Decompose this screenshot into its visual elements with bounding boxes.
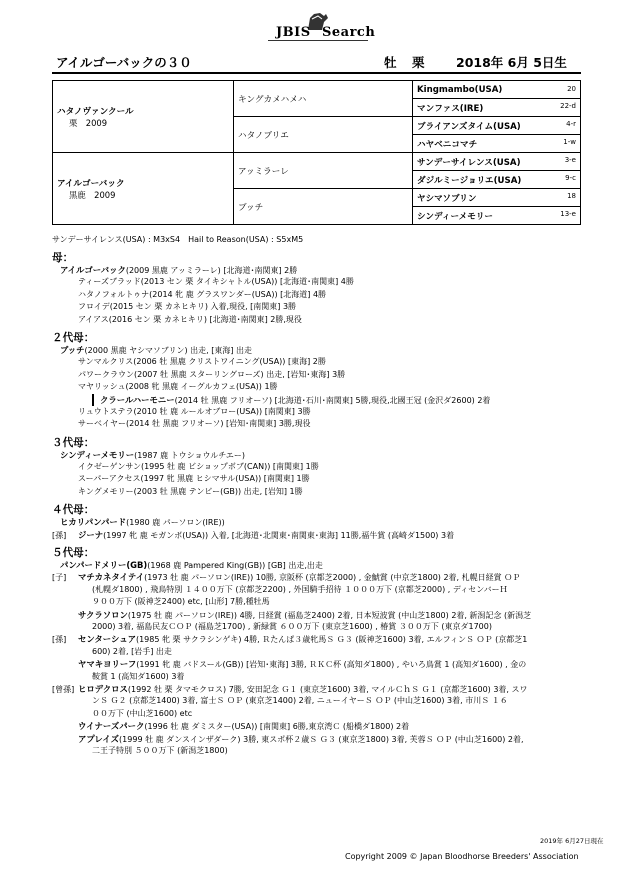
pedigree-dam-dam: ブッチ: [234, 189, 413, 225]
horse-name-bold: シンディーメモリー: [60, 449, 135, 460]
horse-record: 600) 2着, [岩手] 出走: [92, 646, 172, 656]
jbis-logo: [268, 10, 376, 44]
horse-record: (1980 鹿 パーソロン(IRE)): [126, 518, 225, 528]
pedigree-gen3: マンファス(IRE) 22-d: [413, 99, 581, 117]
horse-name-bold: パンパードメリー(GB): [60, 560, 148, 571]
family-line: [78, 473, 592, 485]
family-line: [78, 609, 592, 621]
logo-jbis-text: JBIS: [276, 25, 311, 40]
family-line: [92, 621, 592, 633]
horse-record: 2000) 3着, 福島民友ＣＯＰ (福島芝1700) , 新緑賞 ６００万下 (東京芝1600) , 椿賞 ３００万下 (東京ダ1700): [92, 621, 492, 631]
family-line: [78, 314, 592, 326]
pedigree-gen3: シンディーメモリー 13-e: [413, 207, 581, 225]
pedigree-gen3: ハヤベニコマチ 1-w: [413, 135, 581, 153]
section-header: ４代母：: [52, 504, 95, 517]
family-line: [92, 646, 592, 658]
section-header: 母：: [52, 252, 74, 264]
pedigree-dam-sire: アッミラーレ: [234, 153, 413, 189]
logo-search-text: Search: [322, 25, 376, 40]
family-line: [78, 733, 592, 745]
section-header: ５代母：: [52, 547, 95, 560]
family-line: [78, 406, 592, 418]
pedigree-sire-dam: ハタノブリエ: [234, 117, 413, 153]
horse-record: ティーズブラッド(2013 セン 栗 タイキシャトル(USA)) [北海道･南関東] 4勝: [78, 277, 354, 287]
pedigree-gen3: ヤシマソブリン 18: [413, 189, 581, 207]
horse-record: サーベイヤー(2014 牡 黒鹿 フリオーソ) [岩知･南関東] 3勝,現役: [78, 419, 311, 429]
family-line: [60, 264, 592, 276]
family-line: [60, 559, 592, 571]
family-line: [52, 683, 592, 695]
horse-record: (1968 鹿 Pampered King(GB)) [GB] 出走,出走: [147, 561, 323, 571]
relation-tag: [孫]: [52, 635, 67, 645]
horse-name-bold: アプレイズ: [78, 733, 120, 744]
family-line: [60, 516, 592, 528]
as-of-date: 2019年 6月27日現在: [540, 837, 604, 845]
horse-record: パワークラウン(2007 牡 黒鹿 スターリングローズ) 出走, [岩知･東海] 3勝: [78, 369, 346, 379]
family-line: [92, 394, 592, 406]
horse-record: (1991 牝 鹿 バドスール(GB)) [岩知･東海] 3勝, ＲＫＣ杯 (高知ダ1800) , やいろ鳥賞 1 (高知ダ1600) , 金の: [136, 660, 527, 670]
horse-record: (1992 牡 栗 タマモクロス) 7勝, 安田記念 Ｇ１ (東京芝1600) 3着, マイルＣｈＳ Ｇ１ (京都芝1600) 3着, スワ: [127, 684, 528, 694]
horse-record: (2009 黒鹿 アッミラーレ) [北海道･南関東] 2勝: [125, 266, 298, 275]
horse-record: (1985 牝 栗 サクラシンゲキ) 4勝, Ｒたんぱ３歳牝馬Ｓ Ｇ３ (阪神芝1600) 3着, エルフィンＳ ＯＰ (京都芝1: [135, 635, 528, 645]
relation-tag: [孫]: [52, 530, 67, 540]
family-line: [78, 289, 592, 301]
horse-record: リュウトステラ(2010 牡 鹿 ルールオブロー(USA)) [南関東] 3勝: [78, 406, 311, 416]
family-line: [60, 449, 592, 461]
horse-name-bold: ブッチ: [60, 344, 85, 355]
section-header: ３代母：: [52, 436, 95, 449]
family-line: [92, 695, 592, 707]
copyright: Copyright 2009 © Japan Bloodhorse Breeders' Association: [345, 852, 579, 861]
family-line: [78, 356, 592, 368]
pedigree-table: [52, 80, 581, 225]
family-line: [52, 633, 592, 645]
family-line: [78, 418, 592, 430]
pedigree-sire: ハタノヴァンクール 栗 2009: [53, 81, 234, 153]
family-line: [78, 381, 592, 393]
horse-record: 鞍賞 1 (高知ダ1600) 3着: [92, 671, 185, 681]
horse-color: 栗: [412, 55, 425, 70]
pedigree-gen3: Kingmambo(USA) 20: [413, 81, 581, 99]
horse-name-bold: クラールハーモニー: [100, 394, 175, 405]
relation-tag: [子]: [52, 573, 67, 583]
family-line: [78, 276, 592, 288]
section-header: ２代母：: [52, 331, 95, 344]
family-line: [78, 658, 592, 670]
horse-record: イクゼーゲンサン(1995 牡 鹿 ビショップボブ(CAN)) [南関東] 1勝: [78, 462, 319, 472]
inbreeding-note: サンデーサイレンス(USA) : M3xS4 Hail to Reason(USA) : S5xM5: [52, 235, 304, 244]
family-line: [78, 486, 592, 498]
horse-name-bold: センターシュア: [78, 634, 136, 645]
horse-name-bold: アイルゴーバック: [60, 265, 126, 275]
horse-record: (1997 牝 鹿 モガンボ(USA)) 入着, [北海道･北関東･南関東･東海] 11勝,福牛賞 (高崎ダ1500) 3着: [103, 530, 455, 540]
pedigree-gen3: ダジルミージョリエ(USA) 9-c: [413, 171, 581, 189]
family-sections: [52, 250, 592, 757]
family-line: [78, 461, 592, 473]
horse-sex: 牡: [384, 55, 397, 70]
horse-record: キングメモリー(2003 牡 黒鹿 テンビー(GB)) 出走, [岩知] 1勝: [78, 486, 303, 496]
family-line: [92, 745, 592, 757]
horse-name-bold: ヤマキヨリーフ: [78, 659, 137, 670]
horse-record: ００万下 (中山芝1600) etc: [92, 708, 193, 718]
family-line: [78, 369, 592, 381]
family-line: [92, 708, 592, 720]
horse-record: (2014 牡 黒鹿 フリオーソ) [北海道･石川･南関東] 5勝,現役,北國王冠 (金沢ダ2600) 2着: [174, 395, 491, 405]
horse-record: (1999 牡 鹿 ダンスインザダーク) 3勝, 東スポ杯２歳Ｓ Ｇ３ (東京芝1800) 3着, 芙蓉Ｓ ＯＰ (中山芝1600) 2着,: [119, 734, 524, 744]
horse-record: スーパーアクセス(1997 牝 黒鹿 ヒシマサル(USA)) [南関東] 1勝: [78, 474, 310, 484]
family-line: [60, 344, 592, 356]
horse-record: (1996 牡 鹿 ダミスター(USA)) [南関東] 6勝,東京湾Ｃ (船橋ダ1800) 2着: [144, 722, 410, 732]
family-line: [78, 301, 592, 313]
horse-record: (2000 黒鹿 ヤシマソブリン) 出走, [東海] 出走: [84, 345, 253, 355]
horse-record: (1987 鹿 トウショウルチエー): [134, 450, 246, 460]
horse-record: (1975 牡 鹿 パーソロン(IRE)) 4勝, 日経賞 (福島芝2400) 2着, 日本短波賞 (中山芝1800) 2着, 新潟記念 (新潟芝: [127, 610, 532, 620]
horse-record: アイアス(2016 セン 栗 カネヒキリ) [北海道･南関東] 2勝,現役: [78, 314, 302, 324]
horse-name-bold: ウイナーズパーク: [78, 721, 145, 732]
family-line: [92, 671, 592, 683]
horse-name-bold: ジーナ: [78, 529, 104, 540]
horse-name: アイルゴーバックの３０: [56, 55, 192, 70]
horse-name-bold: ヒカリパンパード: [60, 517, 127, 528]
pedigree-dam: アイルゴーバック 黒鹿 2009: [53, 153, 234, 225]
family-line: [92, 596, 592, 608]
horse-title-bar: [52, 52, 581, 74]
horse-record: (1973 牡 鹿 パーソロン(IRE)) 10勝, 京阪杯 (京都芝2000) , 金鯱賞 (中京芝1800) 2着, 札幌日経賞 ＯＰ: [144, 573, 521, 583]
pedigree-gen3: サンデーサイレンス(USA) 3-e: [413, 153, 581, 171]
horse-record: サンマルクリス(2006 牡 黒鹿 クリストワイニング(USA)) [東海] 2勝: [78, 357, 326, 367]
horse-birth: 2018年 6月 5日生: [456, 55, 567, 70]
relation-tag: [曾孫]: [52, 684, 75, 694]
horse-record: ９００万下 (阪神芝2400) etc, [山形] 7勝,種牡馬: [92, 597, 270, 607]
horse-name-bold: マチカネタイテイ: [78, 572, 145, 583]
pedigree-sire-sire: キングカメハメハ: [234, 81, 413, 117]
horse-record: ンＳ Ｇ２ (京都芝1400) 3着, 富士Ｓ ＯＰ (東京芝1400) 2着, ニューイヤーＳ ＯＰ (中山芝1600) 3着, 市川Ｓ １６: [92, 696, 508, 706]
horse-name-bold: ヒロデクロス: [78, 683, 128, 694]
horse-record: 二王子特別 ５００万下 (新潟芝1800): [92, 745, 228, 755]
horse-name-bold: サクラソロン: [78, 609, 128, 620]
horse-record: ハタノフォルトゥナ(2014 牝 鹿 グラスワンダー(USA)) [北海道] 4勝: [78, 289, 327, 299]
family-line: [52, 571, 592, 583]
horse-record: マヤリッシュ(2008 牝 黒鹿 イーグルカフェ(USA)) 1勝: [78, 382, 278, 392]
family-line: [78, 720, 592, 732]
pedigree-gen3: ブライアンズタイム(USA) 4-r: [413, 117, 581, 135]
horse-record: (札幌ダ1800) , 飛鳥特別 １４００万下 (京都芝2200) , 外国騎手招待 １０００万下 (京都芝2000) , ディセンバーＨ: [92, 584, 508, 594]
family-line: [52, 529, 592, 541]
horse-record: フロイデ(2015 セン 栗 カネヒキリ) 入着,現役, [南関東] 3勝: [78, 302, 297, 312]
family-line: [92, 584, 592, 596]
